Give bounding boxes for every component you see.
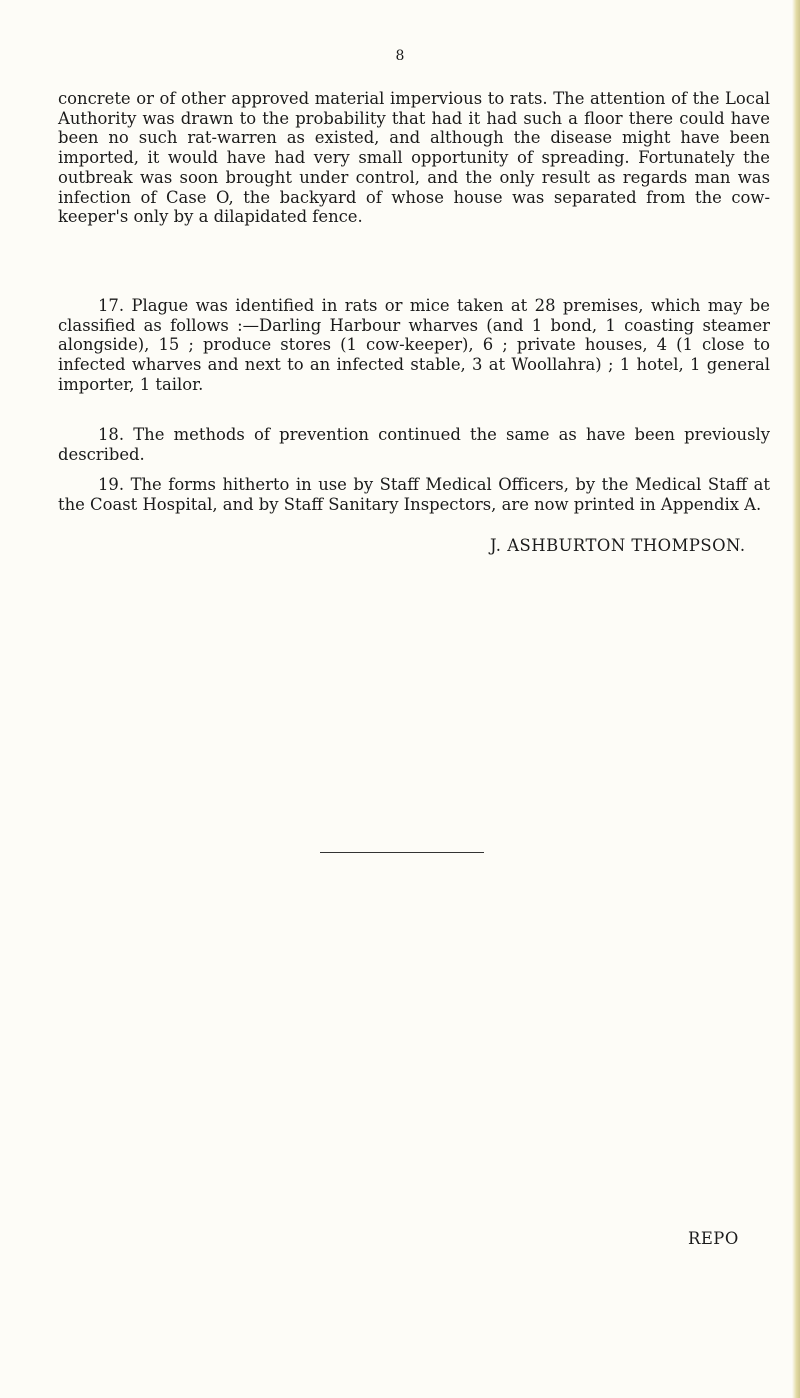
page-number: 8 <box>395 48 405 64</box>
paragraph-19 <box>58 475 770 514</box>
paragraph-text: 19. The forms hitherto in use by Staff Medical Officers, by the Medical Staff at the Coast Hospital, and by Staff Sanitary Inspectors, are now printed in Appendix A. <box>58 475 770 514</box>
paragraph-17 <box>58 296 770 395</box>
paragraph-text: 17. Plague was identified in rats or mice taken at 28 premises, which may be classified as follows :—Darling Harbour wharves (and 1 bond, 1 coasting steamer alongside), 15 ; produce stores (1 cow-keeper), 6 ; private houses, 4 (1 close to infected wharves and next to an infected stable, 3 at Woollahra) ; 1 hotel, 1 general importer, 1 tailor. <box>58 296 770 394</box>
paragraph-continued <box>58 89 770 227</box>
section-divider <box>320 852 484 853</box>
signature: J. ASHBURTON THOMPSON. <box>490 536 746 555</box>
page-edge <box>792 0 800 1398</box>
paragraph-text: concrete or of other approved material impervious to rats. The attention of the Local Authority was drawn to the probability that had it had such a floor there could have been no such rat-warren as existed, and although the disease might have been imported, it would have had very small opportunity of spreading. Fortunately the outbreak was soon brought under control, and the only result as regards man was infection of Case O, the backyard of whose house was separated from the cow-keeper's only by a dilapidated fence. <box>58 89 770 227</box>
paragraph-text: 18. The methods of prevention continued the same as have been previously described. <box>58 425 770 464</box>
catchword: REPO <box>688 1229 739 1248</box>
paragraph-18 <box>58 425 770 464</box>
